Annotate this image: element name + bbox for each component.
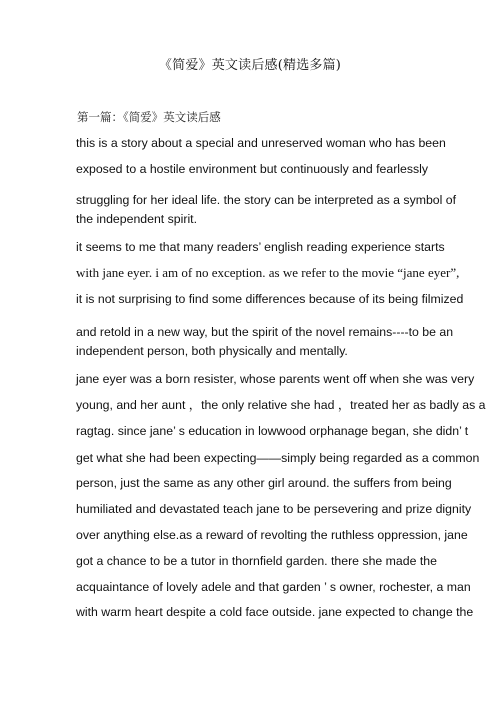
body-text-line: this is a story about a special and unreserved woman who has been bbox=[76, 136, 446, 150]
body-text-line: it seems to me that many readers’ english reading experience starts bbox=[76, 240, 445, 254]
body-text-line: struggling for her ideal life. the story can be interpreted as a symbol of bbox=[76, 193, 457, 207]
body-text-line: person, just the same as any other girl around. the suffers from being bbox=[76, 476, 452, 490]
body-text-line: acquaintance of lovely adele and that garden ’ s owner, rochester, a man bbox=[76, 580, 471, 594]
body-text-line: and retold in a new way, but the spirit of the novel remains----to be an bbox=[76, 325, 454, 339]
body-text-line: with warm heart despite a cold face outside. jane expected to change the bbox=[76, 605, 474, 619]
body-text-line: young, and her aunt ，the only relative she had ，treated her as badly as a bbox=[76, 398, 486, 412]
body-text-line: got a chance to be a tutor in thornfield garden. there she made the bbox=[76, 554, 437, 568]
body-text-line: with jane eyer. i am of no exception. as we refer to the movie “jane eyer”, bbox=[76, 265, 460, 280]
section-heading: 第一篇：《简爱》英文读后感 bbox=[77, 110, 221, 124]
body-text-line: exposed to a hostile environment but continuously and fearlessly bbox=[76, 162, 429, 176]
body-text-line: ragtag. since jane’ s education in lowwood orphanage began, she didn’ t bbox=[76, 424, 469, 438]
body-text-line: jane eyer was a born resister, whose parents went off when she was very bbox=[76, 372, 475, 386]
body-text-line: get what she had been expecting——simply being regarded as a common bbox=[76, 451, 480, 465]
body-text-line: independent person, both physically and mentally. bbox=[76, 344, 348, 358]
body-text-line: it is not surprising to find some differences because of its being filmized bbox=[76, 292, 464, 306]
body-text-line: over anything else.as a reward of revolting the ruthless oppression, jane bbox=[76, 528, 468, 542]
body-text-line: the independent spirit. bbox=[76, 212, 198, 226]
document-title: 《简爱》英文读后感(精选多篇) bbox=[158, 58, 342, 73]
body-text-line: humiliated and devastated teach jane to be persevering and prize dignity bbox=[76, 502, 472, 516]
